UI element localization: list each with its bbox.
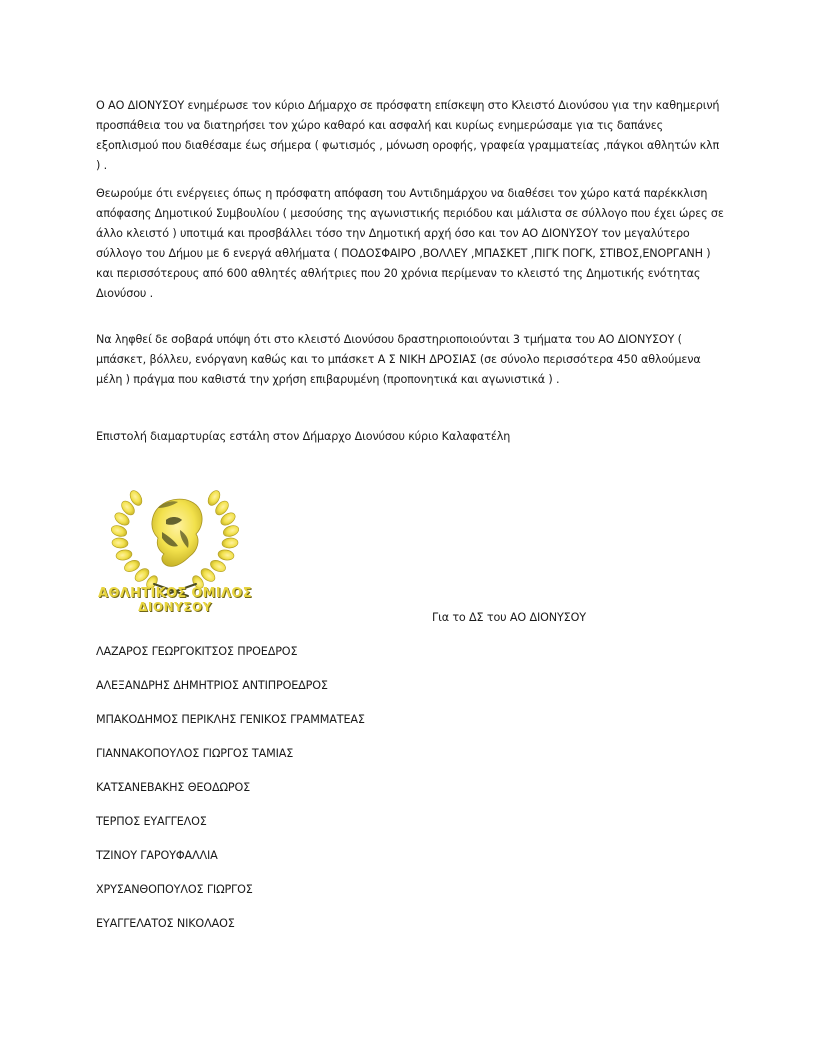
board-member-2: ΑΛΕΞΑΝΔΡΗΣ ΔΗΜΗΤΡΙΟΣ ΑΝΤΙΠΡΟΕΔΡΟΣ bbox=[96, 679, 328, 692]
board-member-1: ΛΑΖΑΡΟΣ ΓΕΩΡΓΟΚΙΤΣΟΣ ΠΡΟΕΔΡΟΣ bbox=[96, 645, 298, 658]
board-member-7: ΤΖΙΝΟΥ ΓΑΡΟΥΦΑΛΛΙΑ bbox=[96, 849, 218, 862]
paragraph-4: Επιστολή διαμαρτυρίας εστάλη στον Δήμαρχο Διονύσου κύριο Καλαφατέλη bbox=[96, 430, 511, 443]
logo-text-line-1: ΑΘΛΗΤΙΚΟΣ ΟΜΙΛΟΣ bbox=[98, 586, 252, 601]
board-member-9: ΕΥΑΓΓΕΛΑΤΟΣ ΝΙΚΟΛΑΟΣ bbox=[96, 917, 235, 930]
board-member-5: ΚΑΤΣΑΝΕΒΑΚΗΣ ΘΕΟΔΩΡΟΣ bbox=[96, 781, 251, 794]
paragraph-3: Να ληφθεί δε σοβαρά υπόψη ότι στο κλειστό Διονύσου δραστηριοποιούνται 3 τμήματα του ΑΟ ΔΙΟΝΥΣΟΥ ( μπάσκετ, βόλλευ, ενόργανη καθώς και το μπάσκετ Α Σ ΝΙΚΗ ΔΡΟΣΙΑΣ (σε σύνολο περισσότερα 450 αθλούμενα μέλη ) πράγμα που καθιστά την χρήση επιβαρυμένη (προπονητικά και αγωνιστικά ) . bbox=[96, 333, 701, 386]
logo-text-line-2: ΔΙΟΝΥΣΟΥ bbox=[138, 600, 212, 614]
board-member-3: ΜΠΑΚΟΔΗΜΟΣ ΠΕΡΙΚΛΗΣ ΓΕΝΙΚΟΣ ΓΡΑΜΜΑΤΕΑΣ bbox=[96, 713, 365, 726]
profile-head-icon bbox=[152, 499, 202, 566]
club-logo bbox=[92, 484, 258, 614]
paragraph-2: Θεωρούμε ότι ενέργειες όπως η πρόσφατη απόφαση του Αντιδημάρχου να διαθέσει τον χώρο κατά παρέκκλιση απόφασης Δημοτικού Συμβουλίου ( μεσούσης της αγωνιστικής περιόδου και μάλιστα σε σύλλογο που έχει ώρες σε άλλο κλειστό ) υποτιμά και προσβάλλει τόσο την Δημοτική αρχή όσο και τον ΑΟ ΔΙΟΝΥΣΟΥ τον μεγαλύτερο σύλλογο του Δήμου με 6 ενεργά αθλήματα ( ΠΟΔΟΣΦΑΙΡΟ ,ΒΟΛΛΕΥ ,ΜΠΑΣΚΕΤ ,ΠΙΓΚ ΠΟΓΚ, ΣΤΙΒΟΣ,ΕΝΟΡΓΑΝΗ ) και περισσότερους από 600 αθλητές αθλήτριες που 20 χρόνια περίμεναν το κλειστό της Δημοτικής ενότητας Διονύσου . bbox=[96, 187, 724, 300]
board-member-4: ΓΙΑΝΝΑΚΟΠΟΥΛΟΣ ΓΙΩΡΓΟΣ ΤΑΜΙΑΣ bbox=[96, 747, 294, 760]
board-member-8: ΧΡΥΣΑΝΘΟΠΟΥΛΟΣ ΓΙΩΡΓΟΣ bbox=[96, 883, 253, 896]
board-member-6: ΤΕΡΠΟΣ ΕΥΑΓΓΕΛΟΣ bbox=[96, 815, 207, 828]
signature-for-line: Για το ΔΣ του ΑΟ ΔΙΟΝΥΣΟΥ bbox=[432, 611, 586, 624]
paragraph-1: Ο ΑΟ ΔΙΟΝΥΣΟΥ ενημέρωσε τον κύριο Δήμαρχο σε πρόσφατη επίσκεψη στο Κλειστό Διονύσου για την καθημερινή προσπάθεια του να διατηρήσει τον χώρο καθαρό και ασφαλή και κυρίως ενημερώσαμε για τις δαπάνες εξοπλισμού που διαθέσαμε έως σήμερα ( φωτισμός , μόνωση οροφής, γραφεία γραμματείας ,πάγκοι αθλητών κλπ ) . bbox=[96, 99, 720, 172]
